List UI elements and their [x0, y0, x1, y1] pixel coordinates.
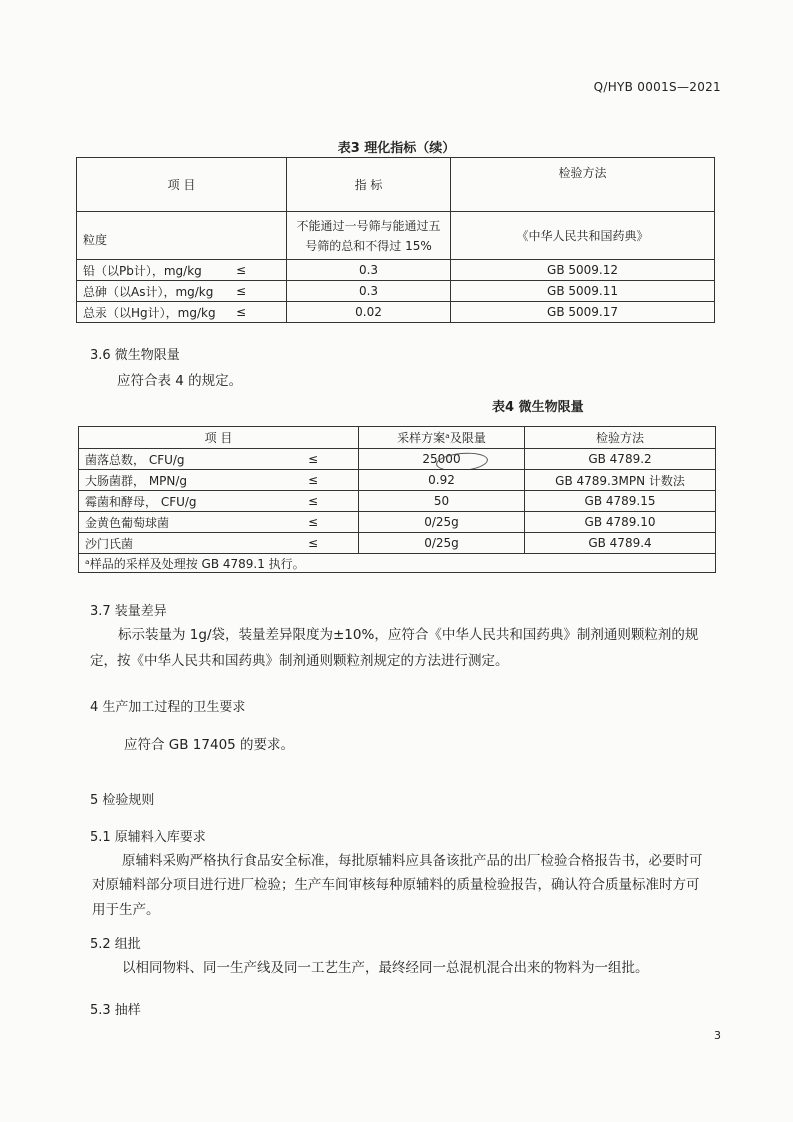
section-5-1-line1: 原辅料采购严格执行食品安全标准，每批原辅料应具备该批产品的出厂检验合格报告书，必要时可	[122, 853, 703, 869]
table4-row4-method: GB 4789.4	[525, 533, 716, 554]
table4-note: ᵃ样品的采样及处理按 GB 4789.1 执行。	[79, 554, 716, 573]
table4-row3-label: 金黄色葡萄球菌	[85, 515, 170, 530]
table-row	[77, 260, 715, 281]
page-number: 3	[714, 1029, 721, 1042]
table4-row4-limit: 0/25g	[359, 533, 525, 554]
section-5-1-title: 5.1 原辅料入库要求	[90, 830, 206, 845]
table4-row2-method: GB 4789.15	[525, 491, 716, 512]
circled-value	[422, 452, 460, 466]
table3-row2-value: 0.3	[287, 281, 451, 302]
table3-row1-value: 0.3	[287, 260, 451, 281]
le-symbol: ≤	[307, 515, 318, 529]
section-5-1-line3: 用于生产。	[92, 902, 160, 918]
section-5-2-text: 以相同物料、同一生产线及同一工艺生产，最终经同一总混机混合出来的物料为一组批。	[122, 960, 649, 976]
section-5-title: 5 检验规则	[90, 793, 155, 808]
le-symbol: ≤	[307, 494, 318, 508]
le-symbol: ≤	[235, 305, 246, 319]
table4-row1-method: GB 4789.3MPN 计数法	[525, 470, 716, 491]
section-4-title: 4 生产加工过程的卫生要求	[90, 700, 246, 715]
table-row	[77, 281, 715, 302]
table3-row2-method: GB 5009.11	[451, 281, 715, 302]
table4-row4-item	[79, 533, 359, 554]
section-3-6-text: 应符合表 4 的规定。	[117, 373, 243, 389]
le-symbol: ≤	[235, 263, 246, 277]
table4-row1-limit: 0.92	[359, 470, 525, 491]
table4-row1-item	[79, 470, 359, 491]
table4-row1-label: 大肠菌群， MPN/g	[85, 473, 188, 488]
section-3-7-title: 3.7 装量差异	[90, 604, 167, 619]
le-symbol: ≤	[307, 473, 318, 487]
table3-row1-method: GB 5009.12	[451, 260, 715, 281]
table4-row0-limit-value: 25000	[422, 452, 461, 466]
table4-header-limit: 采样方案ᵃ及限量	[359, 427, 525, 449]
table4-row2-limit: 50	[359, 491, 525, 512]
table4-row0-item	[79, 449, 359, 470]
table4-row0-label: 菌落总数， CFU/g	[85, 452, 185, 467]
table-row	[79, 533, 716, 554]
table3-row2-item	[77, 281, 287, 302]
section-3-6-title: 3.6 微生物限量	[90, 348, 180, 363]
table3-header-method: 检验方法	[451, 158, 715, 212]
table3	[76, 157, 715, 323]
table3-header-row	[77, 158, 715, 212]
table4-header-method: 检验方法	[525, 427, 716, 449]
section-5-3-title: 5.3 抽样	[90, 1003, 141, 1018]
section-3-7-line1: 标示装量为 1g/袋，装量差异限度为±10%，应符合《中华人民共和国药典》制剂通则颗粒剂的规	[118, 627, 699, 643]
table-row	[79, 470, 716, 491]
table3-header-item: 项 目	[77, 158, 287, 212]
table4-caption: 表4 微生物限量	[492, 400, 584, 415]
table4-row3-limit: 0/25g	[359, 512, 525, 533]
section-5-1-line2: 对原辅料部分项目进行进厂检验；生产车间审核每种原辅料的质量检验报告，确认符合质量标准时方可	[92, 877, 700, 893]
table3-row1-item	[77, 260, 287, 281]
table4-row3-method: GB 4789.10	[525, 512, 716, 533]
table3-row0-value: 不能通过一号筛与能通过五号筛的总和不得过 15%	[287, 212, 451, 260]
table3-caption: 表3 理化指标（续）	[337, 141, 456, 156]
table3-row3-method: GB 5009.17	[451, 302, 715, 323]
table3-header-index: 指 标	[287, 158, 451, 212]
table4-row2-item	[79, 491, 359, 512]
table4-header-row	[79, 427, 716, 449]
table4-row4-label: 沙门氏菌	[85, 536, 134, 551]
table4-header-item: 项 目	[79, 427, 359, 449]
section-5-2-title: 5.2 组批	[90, 937, 141, 952]
section-3-7-line2: 定，按《中华人民共和国药典》制剂通则颗粒剂规定的方法进行测定。	[90, 653, 509, 669]
table3-row3-value: 0.02	[287, 302, 451, 323]
table4	[78, 426, 716, 573]
le-symbol: ≤	[307, 452, 318, 466]
table3-row3-label: 总汞（以Hg计），mg/kg	[83, 305, 216, 320]
table-row	[77, 302, 715, 323]
table4-row2-label: 霉菌和酵母， CFU/g	[85, 494, 197, 509]
table-row	[79, 512, 716, 533]
le-symbol: ≤	[307, 536, 318, 550]
table4-note-row	[79, 554, 716, 573]
table3-row2-label: 总砷（以As计），mg/kg	[83, 284, 214, 299]
table-row	[77, 212, 715, 260]
table3-row0-item: 粒度	[77, 212, 287, 260]
table4-row0-limit	[359, 449, 525, 470]
le-symbol: ≤	[235, 284, 246, 298]
table3-row1-label: 铅（以Pb计），mg/kg	[83, 263, 202, 278]
table4-row3-item	[79, 512, 359, 533]
table3-row0-method: 《中华人民共和国药典》	[451, 212, 715, 260]
table-row	[79, 449, 716, 470]
table3-row3-item	[77, 302, 287, 323]
document-code: Q/HYB 0001S—2021	[593, 80, 721, 94]
section-4-text: 应符合 GB 17405 的要求。	[124, 737, 295, 753]
table-row	[79, 491, 716, 512]
table4-row0-method: GB 4789.2	[525, 449, 716, 470]
